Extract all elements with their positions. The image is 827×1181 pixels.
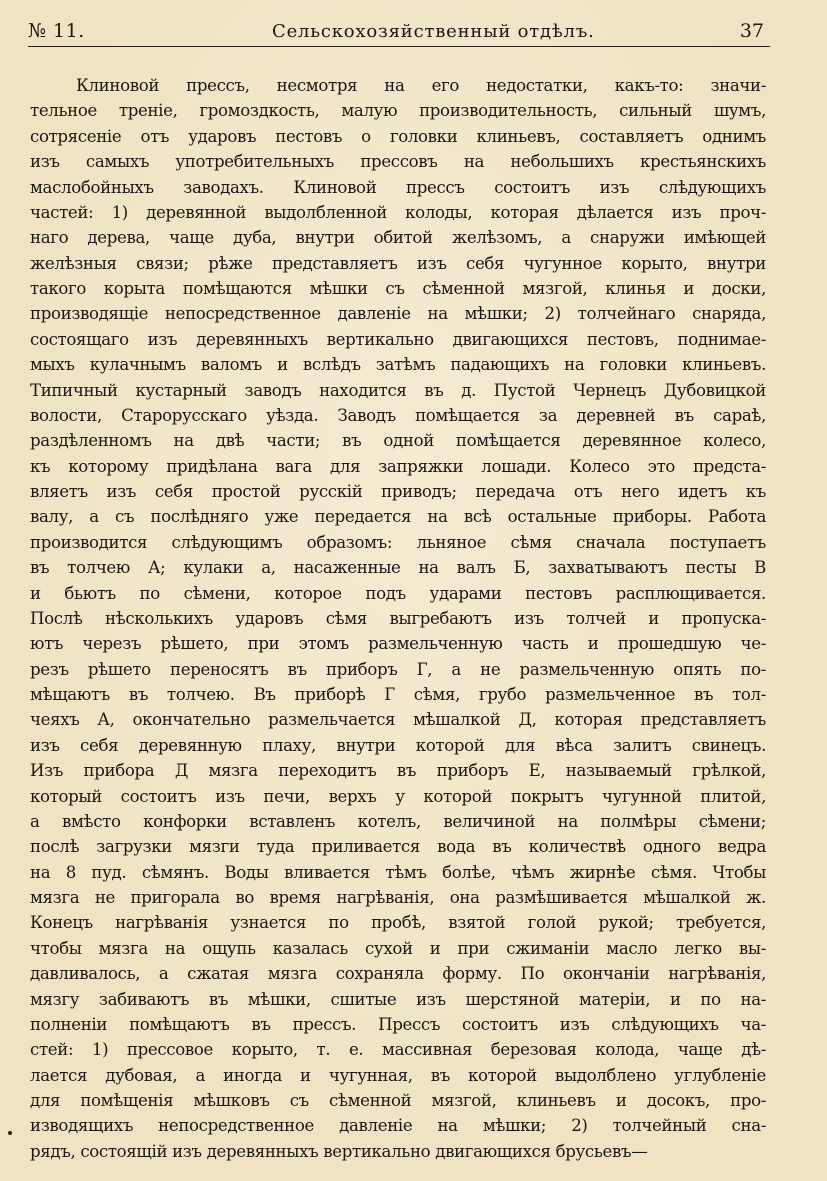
text-line: мыхъ кулачнымъ валомъ и вслѣдъ затѣмъ падающихъ на головки клиньевъ. bbox=[30, 355, 766, 375]
text-line: и бьютъ по сѣмени, которое подъ ударами пестовъ расплющивается. bbox=[30, 583, 766, 603]
text-line: изводящихъ непосредственное давленіе на мѣшки; 2) толчейный сна- bbox=[30, 1116, 766, 1136]
section-title: Сельскохозяйственный отдѣлъ. bbox=[272, 21, 595, 42]
text-line: на 8 пуд. сѣмянъ. Воды вливается тѣмъ болѣе, чѣмъ жирнѣе сѣмя. Чтобы bbox=[30, 862, 766, 882]
text-line: чеяхъ А, окончательно размельчается мѣшалкой Д, которая представляетъ bbox=[30, 710, 766, 730]
text-line: желѣзныя связи; рѣже представляетъ изъ себя чугунное корыто, внутри bbox=[30, 253, 766, 273]
text-line: наго дерева, чаще дуба, внутри обитой желѣзомъ, а снаружи имѣющей bbox=[30, 228, 766, 248]
body-text bbox=[30, 73, 766, 1164]
text-line: Типичный кустарный заводъ находится въ д. Пустой Чернецъ Дубовицкой bbox=[30, 380, 766, 400]
text-line: въ толчею А; кулаки а, насаженные на валъ Б, захватываютъ песты В bbox=[30, 558, 766, 578]
text-line: Послѣ нѣсколькихъ ударовъ сѣмя выгребаютъ изъ толчей и пропуска- bbox=[30, 608, 766, 628]
text-line: который состоитъ изъ печи, верхъ у которой покрытъ чугунной плитой, bbox=[30, 786, 766, 806]
text-line: частей: 1) деревянной выдолбленной колоды, которая дѣлается изъ проч- bbox=[30, 202, 766, 222]
text-line: ютъ черезъ рѣшето, при этомъ размельченную часть и прошедшую че- bbox=[30, 634, 766, 654]
text-line: послѣ загрузки мязги туда приливается вода въ количествѣ одного ведра bbox=[30, 837, 766, 857]
text-line: изъ себя деревянную плаху, внутри которой для вѣса залитъ свинецъ. bbox=[30, 735, 766, 755]
text-line: волости, Старорусскаго уѣзда. Заводъ помѣщается за деревней въ сараѣ, bbox=[30, 405, 766, 425]
text-line: мѣщаютъ въ толчею. Въ приборѣ Г сѣмя, грубо размельченное въ тол- bbox=[30, 685, 766, 704]
text-line: вляетъ изъ себя простой русскій приводъ; передача отъ него идетъ къ bbox=[30, 482, 766, 501]
text-line: Конецъ нагрѣванія узнается по пробѣ, взятой голой рукой; требуется, bbox=[30, 913, 766, 933]
text-line: Изъ прибора Д мязга переходитъ въ приборъ Е, называемый грѣлкой, bbox=[30, 761, 766, 781]
text-line: изъ самыхъ употребительныхъ прессовъ на небольшихъ крестьянскихъ bbox=[30, 152, 766, 172]
text-line: стей: 1) прессовое корыто, т. е. массивная березовая колода, чаще дѣ- bbox=[30, 1040, 766, 1060]
text-line: такого корыта помѣщаются мѣшки съ сѣменной мязгой, клинья и доски, bbox=[30, 279, 766, 298]
header-rule bbox=[28, 46, 770, 47]
text-line: сотрясеніе отъ ударовъ пестовъ о головки клиньевъ, составляетъ однимъ bbox=[30, 126, 766, 146]
text-line: производится слѣдующимъ образомъ: льняное сѣмя сначала поступаетъ bbox=[30, 532, 766, 552]
text-line: резъ рѣшето переносятъ въ приборъ Г, а не размельченную опять по- bbox=[30, 659, 766, 679]
text-line: къ которому придѣлана вага для запряжки лошади. Колесо это предста- bbox=[30, 456, 766, 476]
text-line: производящіе непосредственное давленіе на мѣшки; 2) толчейнаго снаряда, bbox=[30, 304, 766, 324]
page-number: 37 bbox=[739, 20, 764, 42]
ink-speck bbox=[8, 1131, 12, 1135]
running-header bbox=[28, 20, 770, 44]
text-line: мязгу забиваютъ въ мѣшки, сшитые изъ шерстяной матеріи, и по на- bbox=[30, 989, 766, 1009]
text-line: а вмѣсто конфорки вставленъ котелъ, величиной на полмѣры сѣмени; bbox=[30, 811, 766, 831]
text-line: лается дубовая, а иногда и чугунная, въ которой выдолблено углубленіе bbox=[30, 1065, 766, 1085]
issue-number: № 11. bbox=[28, 20, 85, 42]
text-line: состоящаго изъ деревянныхъ вертикально двигающихся пестовъ, поднимае- bbox=[30, 329, 766, 349]
text-line: мязга не пригорала во время нагрѣванія, она размѣшивается мѣшалкой ж. bbox=[30, 888, 766, 907]
text-line: для помѣщенія мѣшковъ съ сѣменной мязгой, клиньевъ и досокъ, про- bbox=[30, 1091, 766, 1110]
text-line: рядъ, состоящій изъ деревянныхъ вертикально двигающихся брусьевъ— bbox=[30, 1141, 648, 1161]
text-line: валу, а съ послѣдняго уже передается на всѣ остальные приборы. Работа bbox=[30, 507, 766, 527]
text-line: давливалось, а сжатая мязга сохраняла форму. По окончаніи нагрѣванія, bbox=[30, 964, 766, 984]
text-line: Клиновой прессъ, несмотря на его недостатки, какъ-то: значи- bbox=[76, 76, 766, 95]
text-line: чтобы мязга на ощупь казалась сухой и при сжиманіи масло легко вы- bbox=[30, 938, 766, 958]
text-line: тельное треніе, громоздкость, малую производительность, сильный шумъ, bbox=[30, 101, 766, 121]
text-line: полненіи помѣщаютъ въ прессъ. Прессъ состоитъ изъ слѣдующихъ ча- bbox=[30, 1014, 766, 1034]
text-line: раздѣленномъ на двѣ части; въ одной помѣщается деревянное колесо, bbox=[30, 431, 766, 451]
text-line: маслобойныхъ заводахъ. Клиновой прессъ состоитъ изъ слѣдующихъ bbox=[30, 177, 766, 197]
